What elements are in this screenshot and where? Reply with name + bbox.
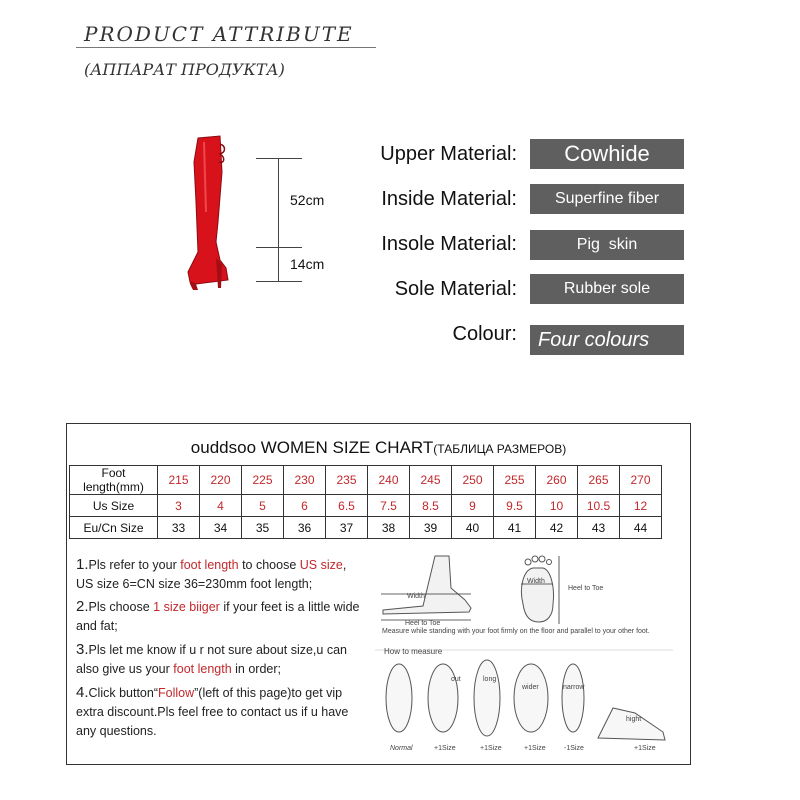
section-subtitle: (АППАРАТ ПРОДУКТА)	[84, 60, 285, 79]
upper-material-value: Cowhide	[530, 139, 684, 169]
note-1	[76, 555, 363, 594]
table-cell: 34	[200, 517, 242, 539]
row-header: Foot length(mm)	[70, 466, 158, 495]
side-heel-to-toe-label: Heel to Toe	[405, 620, 441, 627]
table-cell: 37	[326, 517, 368, 539]
top-foot-icon	[521, 568, 553, 622]
note-text: Pls refer to your	[88, 558, 181, 572]
table-cell: 230	[284, 466, 326, 495]
table-cell: 33	[158, 517, 200, 539]
toe-icon	[525, 559, 531, 565]
foot-type-tag: wider	[522, 684, 539, 691]
size-chart-title	[66, 438, 691, 458]
note-number: 3.	[76, 641, 89, 658]
side-foot-icon	[383, 556, 471, 614]
insole-material-value: Pig skin	[530, 230, 684, 260]
foot-caption-wider: +1Size	[524, 745, 546, 752]
note-4	[76, 683, 363, 741]
top-heel-to-toe-label: Heel to Toe	[568, 585, 604, 592]
table-cell: 240	[368, 466, 410, 495]
inside-material-value: Superfine fiber	[530, 184, 684, 214]
note-2	[76, 597, 363, 636]
heel-height-label: 14cm	[290, 256, 325, 272]
section-title: PRODUCT ATTRIBUTE	[84, 22, 354, 46]
table-row	[70, 466, 662, 495]
table-cell: 215	[158, 466, 200, 495]
side-width-label: Width	[407, 593, 425, 600]
how-to-measure-label: How to measure	[384, 647, 443, 656]
table-cell: 265	[578, 466, 620, 495]
foot-type-tag: out	[451, 676, 461, 683]
table-row	[70, 495, 662, 517]
table-cell: 260	[536, 466, 578, 495]
table-row	[70, 517, 662, 539]
foot-type-tag: narrow	[563, 684, 585, 691]
table-cell: 9.5	[494, 495, 536, 517]
note-highlight: Follow	[158, 686, 195, 700]
row-header: Eu/Cn Size	[70, 517, 158, 539]
shaft-top-tick	[256, 158, 302, 159]
foot-long-icon	[474, 660, 500, 736]
table-cell: 225	[242, 466, 284, 495]
note-text: Click button“	[88, 686, 158, 700]
foot-type-tag: hight	[626, 716, 642, 723]
foot-caption-out: +1Size	[434, 745, 456, 752]
table-cell: 9	[452, 495, 494, 517]
table-cell: 10.5	[578, 495, 620, 517]
size-chart-title-suffix: (ТАБЛИЦА РАЗМЕРОВ)	[433, 442, 567, 456]
foot-wider-icon	[514, 664, 548, 732]
foot-caption-normal: Normal	[390, 745, 413, 752]
table-cell: 5	[242, 495, 284, 517]
table-cell: 255	[494, 466, 536, 495]
upper-material-label: Upper Material:	[380, 143, 517, 165]
table-cell: 245	[410, 466, 452, 495]
note-text: , US size 6=CN size 36=230mm foot length;	[76, 558, 347, 591]
row-header: Us Size	[70, 495, 158, 517]
table-cell: 42	[536, 517, 578, 539]
table-cell: 10	[536, 495, 578, 517]
size-chart-title-main: ouddsoo WOMEN SIZE CHART	[190, 438, 434, 457]
table-cell: 40	[452, 517, 494, 539]
note-highlight: 1 size biiger	[153, 600, 220, 614]
foot-hight-icon	[598, 708, 665, 740]
sole-material-value: Rubber sole	[530, 274, 684, 304]
table-cell: 6	[284, 495, 326, 517]
table-cell: 35	[242, 517, 284, 539]
toe-icon	[539, 556, 545, 562]
note-number: 4.	[76, 684, 89, 701]
table-cell: 12	[620, 495, 662, 517]
toe-icon	[532, 556, 538, 562]
size-table	[69, 465, 662, 539]
heel-top-tick	[256, 247, 302, 248]
table-cell: 4	[200, 495, 242, 517]
heel-bottom-tick	[256, 281, 302, 282]
table-cell: 38	[368, 517, 410, 539]
table-cell: 250	[452, 466, 494, 495]
note-text: ”(left of this page)to get vip extra discount.Pls feel free to contact us if u have any questions.	[76, 686, 349, 738]
note-text: to choose	[238, 558, 300, 572]
heel-dimension-line	[278, 247, 279, 281]
note-text: Pls let me know if u r not sure about size,u can also give us your	[76, 643, 347, 676]
note-text: in order;	[231, 662, 282, 676]
note-text: Pls choose	[88, 600, 154, 614]
note-text: if your feet is a little wide and fat;	[76, 600, 360, 633]
foot-caption-hight: +1Size	[634, 745, 656, 752]
foot-narrow-icon	[562, 664, 584, 732]
boot-image	[176, 132, 236, 292]
top-width-label: Width	[527, 578, 545, 585]
table-cell: 270	[620, 466, 662, 495]
toe-icon	[547, 560, 552, 565]
table-cell: 235	[326, 466, 368, 495]
table-cell: 8.5	[410, 495, 452, 517]
table-cell: 41	[494, 517, 536, 539]
table-cell: 3	[158, 495, 200, 517]
colour-value: Four colours	[530, 325, 684, 355]
measure-instruction: Measure while standing with your foot firmly on the floor and parallel to your other foot.	[382, 628, 650, 635]
table-cell: 7.5	[368, 495, 410, 517]
insole-material-label: Insole Material:	[381, 233, 517, 255]
foot-normal-icon	[386, 664, 412, 732]
inside-material-label: Inside Material:	[381, 188, 517, 210]
table-cell: 220	[200, 466, 242, 495]
note-highlight: foot length	[180, 558, 239, 572]
shaft-dimension-line	[278, 158, 279, 248]
table-cell: 39	[410, 517, 452, 539]
foot-type-tag: long	[483, 676, 497, 683]
table-cell: 6.5	[326, 495, 368, 517]
note-number: 2.	[76, 598, 89, 615]
table-cell: 36	[284, 517, 326, 539]
note-highlight: US size	[299, 558, 343, 572]
note-highlight: foot length	[173, 662, 232, 676]
foot-caption-narrow: -1Size	[564, 745, 584, 752]
note-number: 1.	[76, 556, 89, 573]
sole-material-label: Sole Material:	[394, 278, 517, 300]
foot-out-icon	[428, 664, 458, 732]
foot-caption-long: +1Size	[480, 745, 502, 752]
table-cell: 44	[620, 517, 662, 539]
colour-label: Colour:	[452, 323, 517, 345]
note-3	[76, 640, 363, 679]
shaft-height-label: 52cm	[290, 192, 325, 208]
title-underline	[76, 47, 376, 48]
table-cell: 43	[578, 517, 620, 539]
